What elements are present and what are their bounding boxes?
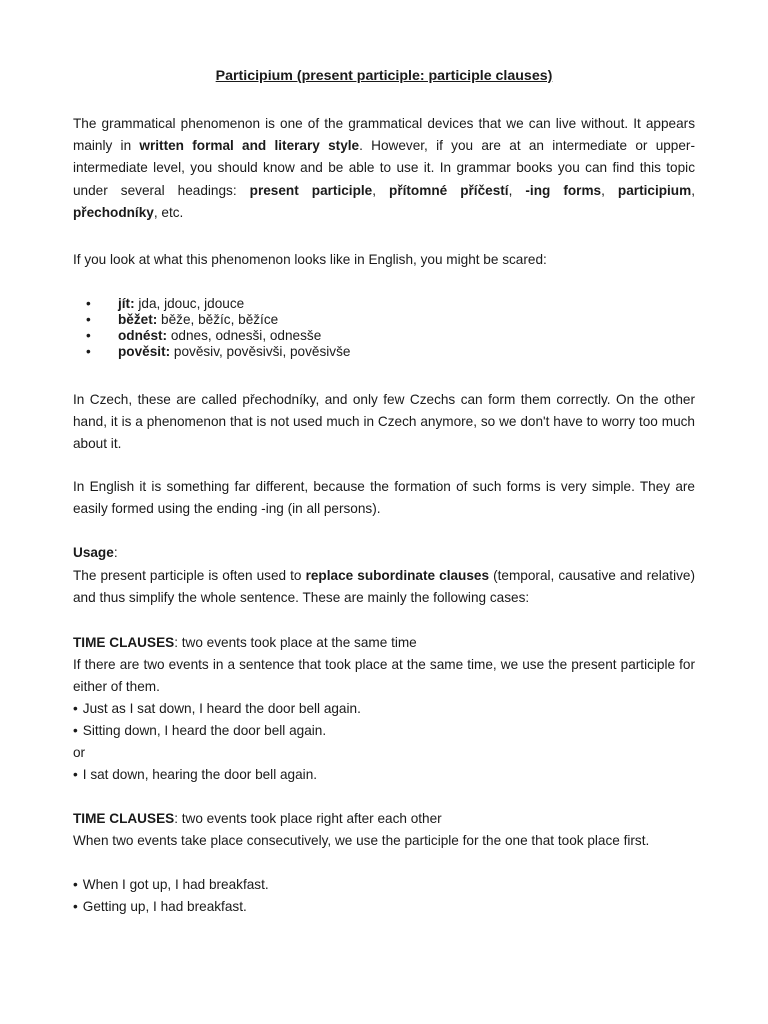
section-heading: TIME CLAUSES: two events took place right after each other <box>73 811 442 826</box>
bullet: • <box>73 701 78 716</box>
english-paragraph: In English it is something far different, because the formation of such forms is very simple. They are easily formed using the ending -ing (in all persons). <box>73 479 695 517</box>
example-item: • Sitting down, I heard the door bell again. <box>73 723 327 738</box>
usage-heading: Usage: <box>73 545 118 560</box>
verb-item: • jít: jda, jdouc, jdouce <box>86 296 245 311</box>
bullet: • <box>86 312 91 327</box>
example-item: • I sat down, hearing the door bell again. <box>73 767 318 782</box>
example-item: • When I got up, I had breakfast. <box>73 877 269 892</box>
verb-list <box>86 296 350 360</box>
bullet: • <box>73 767 78 782</box>
intro-paragraph: The grammatical phenomenon is one of the grammatical devices that we can live without. It appears mainly in written formal and literary style. However, if you are at an intermediate or upper-intermediate level, you should know and be able to use it. In grammar books you can find this topic under several headings: present participle, přítomné příčestí, -ing forms, participium, přechodníky, etc. <box>73 116 695 220</box>
section-heading: TIME CLAUSES: two events took place at the same time <box>73 635 417 650</box>
bullet: • <box>86 296 91 311</box>
usage-paragraph: The present participle is often used to replace subordinate clauses (temporal, causative and relative) and thus simplify the whole sentence. These are mainly the following cases: <box>73 568 695 606</box>
time-clauses-same-time-section <box>73 632 695 786</box>
example-item: • Just as I sat down, I heard the door bell again. <box>73 701 361 716</box>
verb-item: • běžet: běže, běžíc, běžíce <box>86 312 279 327</box>
or-connector: or <box>73 745 86 760</box>
page-title: Participium (present participle: participle clauses) <box>215 68 553 84</box>
time-clauses-after-section <box>73 808 695 852</box>
bullet: • <box>73 877 78 892</box>
scared-paragraph: If you look at what this phenomenon looks like in English, you might be scared: <box>73 252 547 267</box>
example-item: • Getting up, I had breakfast. <box>73 899 247 914</box>
time-clauses-after-examples <box>73 874 695 918</box>
bullet: • <box>86 344 91 359</box>
bullet: • <box>73 723 78 738</box>
bullet: • <box>73 899 78 914</box>
bullet: • <box>86 328 91 343</box>
section-text: If there are two events in a sentence that took place at the same time, we use the present participle for either of them. <box>73 657 695 694</box>
section-text: When two events take place consecutively, we use the participle for the one that took place first. <box>73 833 650 848</box>
verb-item: • pověsit: pověsiv, pověsivši, pověsivše <box>86 344 351 359</box>
czech-paragraph: In Czech, these are called přechodníky, and only few Czechs can form them correctly. On the other hand, it is a phenomenon that is not used much in Czech anymore, so we don't have to worry too much about it. <box>73 392 695 452</box>
verb-item: • odnést: odnes, odnesši, odnesše <box>86 328 322 343</box>
